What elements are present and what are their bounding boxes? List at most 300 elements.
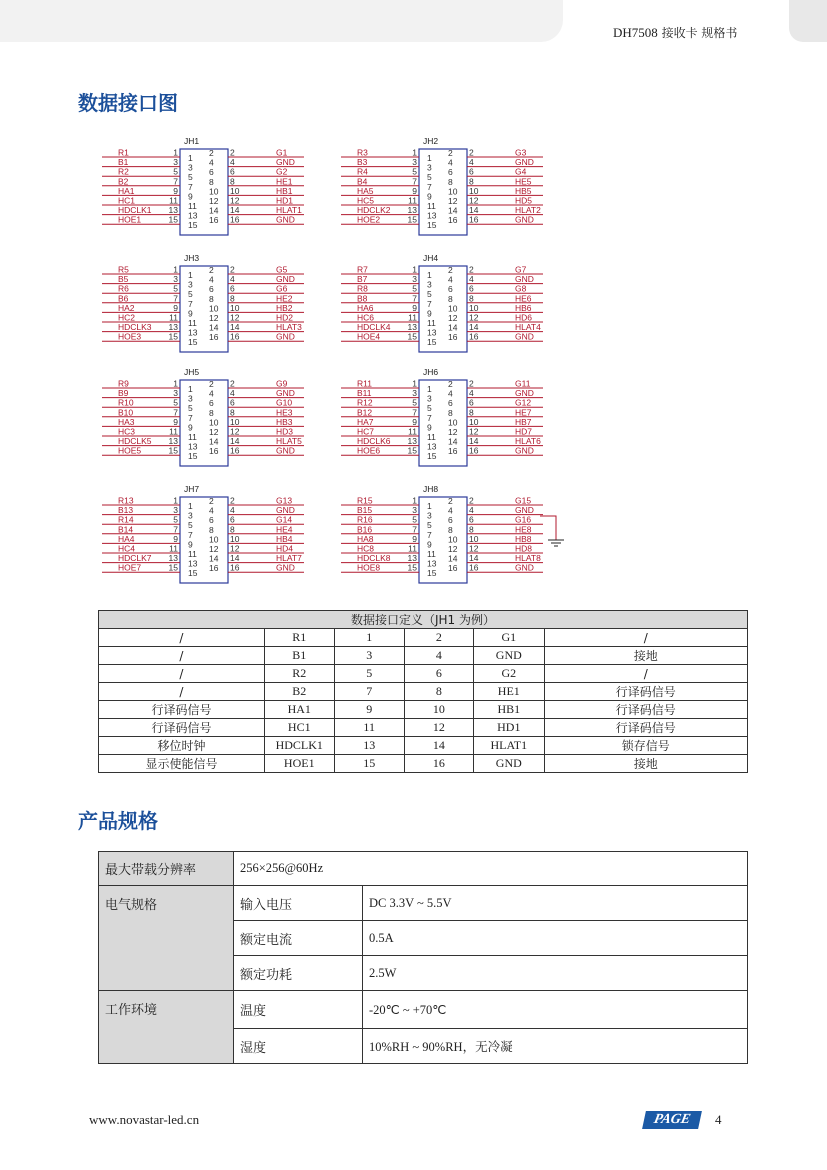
pin-table-cell: 14 xyxy=(404,737,473,755)
pin-number: 14 xyxy=(209,436,219,447)
pin-number: 10 xyxy=(448,303,458,314)
signal-label: B1 xyxy=(118,157,129,168)
pin-number: 11 xyxy=(188,432,197,442)
signal-label: R14 xyxy=(118,514,134,525)
pin-table-cell: / xyxy=(544,665,747,683)
signal-label: HB4 xyxy=(276,533,293,544)
pin-number: 15 xyxy=(427,568,437,579)
pin-number: 3 xyxy=(173,274,178,285)
pin-number: 3 xyxy=(188,279,193,290)
pin-number: 12 xyxy=(469,312,479,323)
signal-label: B3 xyxy=(357,157,368,168)
spec-value: -20℃ ~ +70℃ xyxy=(363,991,748,1029)
signal-label: HE3 xyxy=(276,407,293,418)
pin-number: 3 xyxy=(173,388,178,399)
pin-number: 14 xyxy=(469,205,479,216)
signal-label: B12 xyxy=(357,407,373,418)
pin-number: 12 xyxy=(469,195,479,206)
pin-number: 16 xyxy=(230,445,240,456)
signal-label: HOE3 xyxy=(118,331,142,342)
pin-number: 9 xyxy=(173,416,178,427)
pin-number: 3 xyxy=(412,388,417,399)
header-title: 接收卡 规格书 xyxy=(661,26,738,40)
pin-number: 2 xyxy=(209,496,214,506)
pin-table-cell: 显示使能信号 xyxy=(99,755,265,773)
pin-table-cell: GND xyxy=(474,647,545,665)
pin-number: 16 xyxy=(448,332,458,343)
pin-table-cell: 1 xyxy=(334,629,404,647)
pin-number: 14 xyxy=(209,205,219,216)
connector-svg xyxy=(102,252,312,352)
pin-number: 7 xyxy=(427,529,432,540)
signal-label: HE5 xyxy=(515,176,532,187)
connector-block xyxy=(341,366,551,466)
signal-label: HC4 xyxy=(118,543,136,554)
pin-table-row xyxy=(99,629,748,647)
pin-number: 10 xyxy=(230,416,240,427)
pin-number: 8 xyxy=(209,407,214,418)
signal-label: GND xyxy=(515,331,534,342)
pin-number: 3 xyxy=(412,505,417,516)
signal-label: HOE5 xyxy=(118,445,142,456)
signal-label: GND xyxy=(276,445,295,456)
signal-label: HC5 xyxy=(357,195,375,206)
page-badge: PAGE xyxy=(642,1111,702,1129)
signal-label: B13 xyxy=(118,505,134,516)
pin-number: 1 xyxy=(188,501,193,511)
spec-value: DC 3.3V ~ 5.5V xyxy=(363,886,748,921)
pin-number: 9 xyxy=(173,185,178,196)
pin-number: 7 xyxy=(173,293,178,304)
signal-label: B5 xyxy=(118,274,129,285)
pin-number: 9 xyxy=(427,422,432,433)
pin-number: 4 xyxy=(469,388,474,399)
signal-label: HLAT2 xyxy=(515,205,541,216)
pin-number: 7 xyxy=(412,407,417,418)
pin-number: 11 xyxy=(427,549,436,559)
spec-sub-label: 额定电流 xyxy=(234,921,363,956)
signal-label: HE2 xyxy=(276,293,293,304)
signal-label: HA7 xyxy=(357,416,374,427)
signal-label: HC2 xyxy=(118,312,136,323)
pin-table-cell: 行译码信号 xyxy=(544,683,747,701)
pin-table-cell: 行译码信号 xyxy=(99,719,265,737)
signal-label: HA5 xyxy=(357,185,374,196)
pin-number: 15 xyxy=(188,451,198,462)
pin-number: 13 xyxy=(188,327,198,338)
spec-label: 最大带载分辨率 xyxy=(99,852,234,886)
pin-table-cell: HOE1 xyxy=(264,755,334,773)
signal-label: HLAT4 xyxy=(515,322,541,333)
pin-number: 12 xyxy=(230,195,240,206)
connector-svg xyxy=(102,366,312,466)
pin-number: 11 xyxy=(427,318,436,328)
pin-number: 5 xyxy=(188,403,193,414)
pin-number: 6 xyxy=(448,167,453,178)
pin-number: 2 xyxy=(230,264,235,275)
pin-number: 15 xyxy=(188,337,198,348)
pin-number: 6 xyxy=(448,398,453,409)
spec-row xyxy=(99,852,748,886)
pin-number: 11 xyxy=(408,426,417,437)
pin-number: 12 xyxy=(448,196,458,206)
pin-number: 16 xyxy=(469,331,479,342)
pin-number: 3 xyxy=(412,157,417,168)
pin-number: 10 xyxy=(469,185,479,196)
pin-number: 14 xyxy=(469,553,479,564)
signal-label: B2 xyxy=(118,176,129,187)
spec-sub-label: 湿度 xyxy=(234,1029,363,1064)
pin-number: 4 xyxy=(469,157,474,168)
pin-number: 3 xyxy=(173,157,178,168)
spec-sub-label: 额定功耗 xyxy=(234,956,363,991)
signal-label: GND xyxy=(276,331,295,342)
connector-block xyxy=(341,252,551,352)
signal-label: HLAT1 xyxy=(276,205,302,216)
signal-label: R13 xyxy=(118,495,134,506)
pin-table-cell: 3 xyxy=(334,647,404,665)
signal-label: GND xyxy=(515,445,534,456)
pin-number: 7 xyxy=(188,298,193,309)
pin-number: 1 xyxy=(427,153,432,163)
pin-number: 4 xyxy=(448,157,453,168)
pin-table-cell: / xyxy=(99,647,265,665)
pin-number: 12 xyxy=(448,427,458,437)
pin-number: 11 xyxy=(169,195,178,206)
pin-table-cell: 行译码信号 xyxy=(544,719,747,737)
signal-label: HC6 xyxy=(357,312,375,323)
pin-number: 11 xyxy=(169,426,178,437)
connector-name: JH6 xyxy=(423,367,439,377)
signal-label: G12 xyxy=(515,397,532,408)
signal-label: HLAT8 xyxy=(515,553,541,564)
signal-label: HLAT6 xyxy=(515,436,541,447)
signal-label: HB5 xyxy=(515,185,532,196)
pin-number: 1 xyxy=(412,495,417,506)
pin-number: 11 xyxy=(427,432,436,442)
pin-number: 3 xyxy=(173,505,178,516)
pin-number: 1 xyxy=(427,270,432,280)
signal-label: HD3 xyxy=(276,426,294,437)
signal-label: GND xyxy=(276,214,295,225)
pin-table-cell: / xyxy=(99,665,265,683)
pin-number: 13 xyxy=(168,205,178,216)
pin-number: 6 xyxy=(469,397,474,408)
signal-label: HD4 xyxy=(276,543,294,554)
signal-label: G5 xyxy=(276,264,288,275)
pin-number: 14 xyxy=(230,205,240,216)
signal-label: R8 xyxy=(357,283,368,294)
page-number: 4 xyxy=(715,1112,722,1127)
pin-number: 9 xyxy=(412,302,417,313)
pin-table-cell: 6 xyxy=(404,665,473,683)
pin-number: 14 xyxy=(209,553,219,564)
pin-number: 6 xyxy=(230,283,235,294)
signal-label: HB7 xyxy=(515,416,532,427)
pin-number: 1 xyxy=(173,264,178,275)
spec-value: 2.5W xyxy=(363,956,748,991)
pin-number: 16 xyxy=(469,214,479,225)
spec-table xyxy=(98,851,748,1064)
pin-number: 14 xyxy=(448,553,458,564)
signal-label: HE7 xyxy=(515,407,532,418)
pin-table-cell: 15 xyxy=(334,755,404,773)
spec-row xyxy=(99,886,748,921)
pin-table-cell: HC1 xyxy=(264,719,334,737)
pin-table-cell: G1 xyxy=(474,629,545,647)
pin-number: 5 xyxy=(173,283,178,294)
signal-label: HLAT5 xyxy=(276,436,302,447)
pin-table-cell: 7 xyxy=(334,683,404,701)
pin-number: 5 xyxy=(173,514,178,525)
pin-number: 2 xyxy=(469,495,474,506)
pin-number: 8 xyxy=(209,524,214,535)
pin-table-cell: 9 xyxy=(334,701,404,719)
signal-label: GND xyxy=(515,157,534,168)
pin-number: 7 xyxy=(188,181,193,192)
pin-number: 12 xyxy=(230,543,240,554)
pin-number: 12 xyxy=(230,426,240,437)
pin-number: 7 xyxy=(173,524,178,535)
pin-number: 12 xyxy=(209,196,219,206)
signal-label: HE1 xyxy=(276,176,293,187)
pin-number: 2 xyxy=(230,495,235,506)
pin-number: 4 xyxy=(209,388,214,399)
pin-number: 5 xyxy=(427,289,432,300)
pin-table-cell: 11 xyxy=(334,719,404,737)
connector-svg xyxy=(341,366,551,466)
pin-number: 11 xyxy=(188,201,197,211)
signal-label: GND xyxy=(276,274,295,285)
spec-group-label: 工作环境 xyxy=(99,991,234,1064)
pin-number: 7 xyxy=(427,298,432,309)
pin-table-cell: / xyxy=(544,629,747,647)
signal-label: B15 xyxy=(357,505,373,516)
pin-number: 7 xyxy=(173,407,178,418)
pin-table-cell: 锁存信号 xyxy=(544,737,747,755)
header-tab xyxy=(789,0,827,42)
pin-number: 6 xyxy=(209,167,214,178)
pin-number: 4 xyxy=(230,505,235,516)
pin-number: 5 xyxy=(427,172,432,183)
pin-number: 5 xyxy=(412,397,417,408)
pin-number: 2 xyxy=(209,379,214,389)
signal-label: GND xyxy=(515,274,534,285)
pin-table-row xyxy=(99,719,748,737)
pin-number: 12 xyxy=(209,544,219,554)
pin-number: 16 xyxy=(469,445,479,456)
signal-label: HDCLK6 xyxy=(357,436,391,447)
connector-name: JH8 xyxy=(423,484,439,494)
pin-number: 6 xyxy=(230,514,235,525)
pin-number: 4 xyxy=(209,505,214,516)
pin-number: 10 xyxy=(448,417,458,428)
pin-number: 8 xyxy=(448,293,453,304)
signal-label: R1 xyxy=(118,147,129,158)
signal-label: HA6 xyxy=(357,302,374,313)
pin-number: 1 xyxy=(427,384,432,394)
pin-number: 10 xyxy=(209,186,219,197)
signal-label: R3 xyxy=(357,147,368,158)
signal-label: B16 xyxy=(357,524,373,535)
pin-table-cell: 5 xyxy=(334,665,404,683)
pin-number: 6 xyxy=(448,284,453,295)
signal-label: GND xyxy=(515,505,534,516)
pin-number: 13 xyxy=(427,327,437,338)
pin-table-row xyxy=(99,737,748,755)
pin-number: 4 xyxy=(209,274,214,285)
signal-label: B8 xyxy=(357,293,368,304)
pin-number: 13 xyxy=(168,553,178,564)
signal-label: HE8 xyxy=(515,524,532,535)
pin-number: 4 xyxy=(209,157,214,168)
signal-label: HOE8 xyxy=(357,562,381,573)
pin-number: 8 xyxy=(469,293,474,304)
signal-label: G1 xyxy=(276,147,288,158)
pin-number: 2 xyxy=(469,264,474,275)
pin-number: 14 xyxy=(448,436,458,447)
signal-label: HD6 xyxy=(515,312,533,323)
pin-number: 8 xyxy=(209,176,214,187)
signal-label: HA1 xyxy=(118,185,135,196)
connector-svg xyxy=(341,483,551,583)
signal-label: HB3 xyxy=(276,416,293,427)
pin-table-cell: 12 xyxy=(404,719,473,737)
pin-number: 13 xyxy=(168,436,178,447)
signal-label: G15 xyxy=(515,495,532,506)
signal-label: G16 xyxy=(515,514,532,525)
pin-number: 2 xyxy=(448,496,453,506)
pin-number: 8 xyxy=(230,176,235,187)
signal-label: HE4 xyxy=(276,524,293,535)
pin-table-cell: 10 xyxy=(404,701,473,719)
pin-table-cell: HDCLK1 xyxy=(264,737,334,755)
pin-number: 14 xyxy=(469,436,479,447)
spec-group-label: 电气规格 xyxy=(99,886,234,991)
connector-svg xyxy=(341,252,551,352)
signal-label: HDCLK5 xyxy=(118,436,152,447)
pin-number: 5 xyxy=(173,166,178,177)
pin-number: 15 xyxy=(407,445,417,456)
pin-number: 4 xyxy=(230,157,235,168)
pin-number: 2 xyxy=(209,265,214,275)
signal-label: HD8 xyxy=(515,543,533,554)
connector-name: JH1 xyxy=(184,136,200,146)
signal-label: R7 xyxy=(357,264,368,275)
pin-number: 3 xyxy=(427,162,432,173)
pin-number: 15 xyxy=(407,562,417,573)
pin-number: 5 xyxy=(427,403,432,414)
pin-number: 5 xyxy=(412,283,417,294)
signal-label: HD2 xyxy=(276,312,294,323)
pin-number: 5 xyxy=(427,520,432,531)
signal-label: R16 xyxy=(357,514,373,525)
signal-label: G11 xyxy=(515,378,531,389)
pin-number: 13 xyxy=(407,436,417,447)
section-title-data-interface: 数据接口图 xyxy=(78,91,178,115)
pin-number: 1 xyxy=(173,378,178,389)
pin-table-row xyxy=(99,665,748,683)
pin-number: 11 xyxy=(408,195,417,206)
signal-label: GND xyxy=(515,562,534,573)
spec-value: 10%RH ~ 90%RH，无冷凝 xyxy=(363,1029,748,1064)
signal-label: HA3 xyxy=(118,416,135,427)
pin-number: 5 xyxy=(188,289,193,300)
pin-number: 8 xyxy=(469,524,474,535)
pin-table-cell: 行译码信号 xyxy=(544,701,747,719)
pin-number: 6 xyxy=(469,514,474,525)
signal-label: GND xyxy=(276,388,295,399)
pin-number: 7 xyxy=(188,529,193,540)
pin-number: 9 xyxy=(188,539,193,550)
pin-number: 4 xyxy=(448,505,453,516)
signal-label: HB8 xyxy=(515,533,532,544)
pin-number: 13 xyxy=(168,322,178,333)
signal-label: HOE4 xyxy=(357,331,381,342)
signal-label: R6 xyxy=(118,283,129,294)
signal-label: R4 xyxy=(357,166,368,177)
pin-number: 12 xyxy=(448,313,458,323)
pin-table-cell: 4 xyxy=(404,647,473,665)
pin-table-cell: GND xyxy=(474,755,545,773)
signal-label: B4 xyxy=(357,176,368,187)
pin-table-cell: 8 xyxy=(404,683,473,701)
signal-label: G4 xyxy=(515,166,527,177)
signal-label: G10 xyxy=(276,397,293,408)
pin-number: 16 xyxy=(209,332,219,343)
signal-label: R9 xyxy=(118,378,129,389)
pin-number: 6 xyxy=(209,284,214,295)
ground-symbol xyxy=(540,510,570,555)
pin-number: 16 xyxy=(209,215,219,226)
connector-name: JH5 xyxy=(184,367,200,377)
signal-label: R12 xyxy=(357,397,373,408)
pin-table-cell: G2 xyxy=(474,665,545,683)
spec-value: 256×256@60Hz xyxy=(234,852,748,886)
pin-number: 1 xyxy=(188,384,193,394)
connector-block xyxy=(341,135,551,235)
pin-number: 16 xyxy=(209,563,219,574)
pin-number: 4 xyxy=(230,388,235,399)
pin-number: 10 xyxy=(469,302,479,313)
signal-label: R15 xyxy=(357,495,373,506)
pin-number: 8 xyxy=(469,407,474,418)
pin-number: 2 xyxy=(230,147,235,158)
pin-number: 12 xyxy=(469,426,479,437)
pin-number: 14 xyxy=(469,322,479,333)
signal-label: B10 xyxy=(118,407,134,418)
signal-label: HC3 xyxy=(118,426,136,437)
pin-number: 3 xyxy=(188,510,193,521)
pin-table-cell: HE1 xyxy=(474,683,545,701)
signal-label: HA2 xyxy=(118,302,135,313)
signal-label: R11 xyxy=(357,378,372,389)
signal-label: HA8 xyxy=(357,533,374,544)
pin-number: 4 xyxy=(230,274,235,285)
pin-number: 3 xyxy=(412,274,417,285)
pin-table-cell: HA1 xyxy=(264,701,334,719)
signal-label: GND xyxy=(515,214,534,225)
pin-number: 7 xyxy=(412,524,417,535)
pin-number: 15 xyxy=(168,445,178,456)
pin-number: 3 xyxy=(188,393,193,404)
pin-table-cell: 13 xyxy=(334,737,404,755)
pin-number: 13 xyxy=(188,441,198,452)
pin-table-cell: 2 xyxy=(404,629,473,647)
signal-label: HE6 xyxy=(515,293,532,304)
pin-number: 7 xyxy=(188,412,193,423)
pin-number: 9 xyxy=(412,185,417,196)
